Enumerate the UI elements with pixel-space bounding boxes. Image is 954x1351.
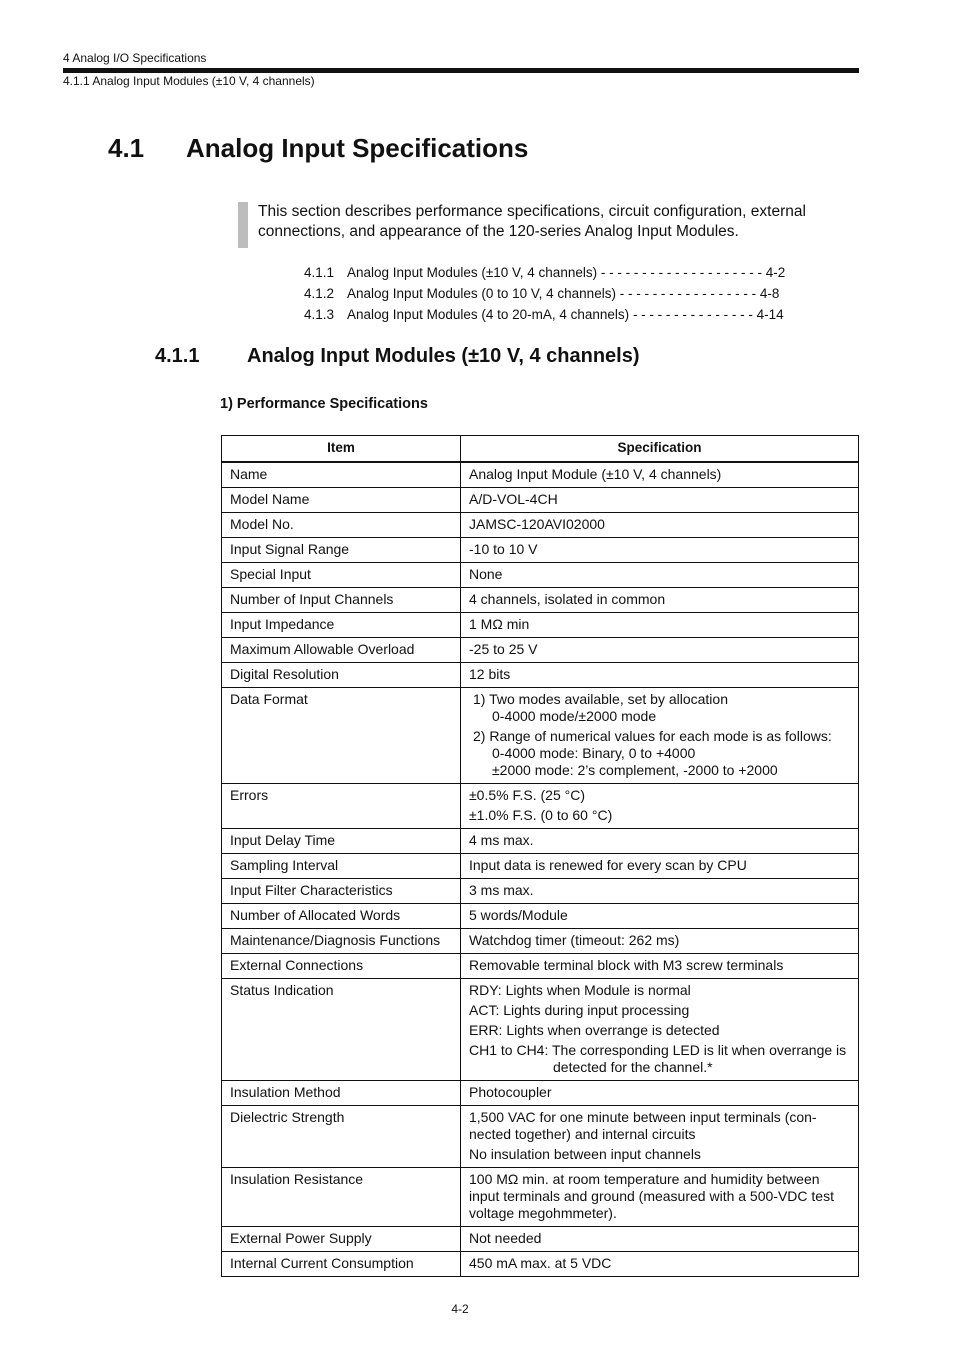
spec-cell: Analog Input Module (±10 V, 4 channels) [461,462,859,488]
table-header-row [222,436,859,463]
subsection-title: Analog Input Modules (±10 V, 4 channels) [247,345,640,367]
item-cell: Input Filter Characteristics [222,879,461,904]
header-rule [63,68,859,73]
table-row [222,929,859,954]
toc-entry-page: 4-14 [756,307,784,322]
table-row [222,829,859,854]
item-cell: Insulation Method [222,1081,461,1106]
spec-line: CH1 to CH4: The corresponding LED is lit when overrange is [469,1042,847,1058]
table-row [222,1081,859,1106]
item-cell: Maximum Allowable Overload [222,638,461,663]
item-cell: Digital Resolution [222,663,461,688]
spec-cell: -10 to 10 V [461,538,859,563]
spec-line: 0-4000 mode: Binary, 0 to +4000 [492,745,696,761]
toc-entry-title: Analog Input Modules (0 to 10 V, 4 channels) [347,286,616,301]
item-cell: Errors [222,784,461,829]
item-cell: Number of Allocated Words [222,904,461,929]
table-row [222,488,859,513]
section-number: 4.1 [108,133,145,163]
spec-line: ±0.5% F.S. (25 °C) [469,787,585,803]
spec-cell [461,688,859,784]
spec-cell: Watchdog timer (timeout: 262 ms) [461,929,859,954]
running-header-chapter: 4 Analog I/O Specifications [63,51,207,65]
table-row [222,563,859,588]
spec-cell: Not needed [461,1227,859,1252]
spec-cell: 3 ms max. [461,879,859,904]
table-row [222,462,859,488]
table-row [222,613,859,638]
spec-line: No insulation between input channels [469,1146,701,1162]
spec-cell: 4 channels, isolated in common [461,588,859,613]
toc-entry[interactable] [304,304,785,325]
table-row [222,979,859,1081]
spec-cell: 450 mA max. at 5 VDC [461,1252,859,1277]
spec-line: RDY: Lights when Module is normal [469,982,691,998]
spec-cell: 4 ms max. [461,829,859,854]
item-cell: Input Signal Range [222,538,461,563]
spec-line: voltage megohmmeter). [469,1205,617,1221]
toc-entry-leader: - - - - - - - - - - - - - - - [629,307,757,322]
spec-line: input terminals and ground (measured with a 500-VDC test [469,1188,834,1204]
item-cell: Model Name [222,488,461,513]
spec-line: 100 MΩ min. at room temperature and humidity between [469,1171,820,1187]
item-cell: Special Input [222,563,461,588]
table-row [222,784,859,829]
table-row [222,538,859,563]
table-row [222,1106,859,1168]
toc-entry-number: 4.1.1 [304,265,335,280]
performance-spec-table [221,435,859,1277]
table-row [222,879,859,904]
spec-line: 0-4000 mode/±2000 mode [492,708,657,724]
spec-cell: A/D-VOL-4CH [461,488,859,513]
spec-cell: -25 to 25 V [461,638,859,663]
column-header-specification: Specification [461,436,859,463]
item-cell: Model No. [222,513,461,538]
toc-entry-number: 4.1.2 [304,286,335,301]
item-cell: Name [222,462,461,488]
subsection-number: 4.1.1 [155,345,200,367]
spec-line: nected together) and internal circuits [469,1126,696,1142]
section-title: Analog Input Specifications [186,133,529,163]
item-cell: Internal Current Consumption [222,1252,461,1277]
table-row [222,663,859,688]
toc-entry-title: Analog Input Modules (4 to 20-mA, 4 channels) [347,307,630,322]
spec-cell: Removable terminal block with M3 screw terminals [461,954,859,979]
column-header-item: Item [222,436,461,463]
item-cell: Input Delay Time [222,829,461,854]
toc-entry-leader: - - - - - - - - - - - - - - - - - [615,286,760,301]
spec-line: ACT: Lights during input processing [469,1002,690,1018]
table-row [222,854,859,879]
spec-cell [461,1168,859,1227]
spec-cell: 5 words/Module [461,904,859,929]
spec-line: ERR: Lights when overrange is detected [469,1022,720,1038]
table-row [222,513,859,538]
toc-entry-title: Analog Input Modules (±10 V, 4 channels) [347,265,598,280]
spec-cell: 12 bits [461,663,859,688]
item-cell: Input Impedance [222,613,461,638]
spec-line: ±2000 mode: 2’s complement, -2000 to +2000 [492,762,778,778]
table-row [222,1227,859,1252]
item-cell: Insulation Resistance [222,1168,461,1227]
table-row [222,638,859,663]
subsection-heading [155,345,640,368]
spec-line: ±1.0% F.S. (0 to 60 °C) [469,807,613,823]
toc-entry[interactable] [304,262,785,283]
item-cell: External Connections [222,954,461,979]
item-cell: Data Format [222,688,461,784]
toc-entry-leader: - - - - - - - - - - - - - - - - - - - - [597,265,766,280]
table-row [222,904,859,929]
item-cell: Dielectric Strength [222,1106,461,1168]
item-cell: Sampling Interval [222,854,461,879]
table-row [222,688,859,784]
spec-cell: None [461,563,859,588]
item-cell: Status Indication [222,979,461,1081]
table-row [222,1168,859,1227]
toc-entry-page: 4-8 [759,286,780,301]
spec-line: 1,500 VAC for one minute between input terminals (con- [469,1109,817,1125]
item-cell: Maintenance/Diagnosis Functions [222,929,461,954]
spec-cell: JAMSC-120AVI02000 [461,513,859,538]
page-number: 4-2 [451,1302,469,1316]
spec-cell: Photocoupler [461,1081,859,1106]
item-cell: Number of Input Channels [222,588,461,613]
spec-cell [461,1106,859,1168]
running-header-section: 4.1.1 Analog Input Modules (±10 V, 4 channels) [63,74,315,88]
spec-cell: 1 MΩ min [461,613,859,638]
spec-cell [461,784,859,829]
table-row [222,954,859,979]
table-row [222,1252,859,1277]
section-toc [304,262,785,325]
item-cell: External Power Supply [222,1227,461,1252]
intro-paragraph: This section describes performance specifications, circuit configuration, external connections, and appearance of the 120-series Analog Input Modules. [258,203,806,240]
spec-cell: Input data is renewed for every scan by CPU [461,854,859,879]
table-row [222,588,859,613]
performance-spec-heading: 1) Performance Specifications [220,396,428,412]
spec-cell [461,979,859,1081]
section-heading [108,133,528,164]
spec-line: 2) Range of numerical values for each mode is as follows: [473,728,832,744]
toc-entry[interactable] [304,283,785,304]
toc-entry-page: 4-2 [765,265,786,280]
intro-margin-bar [238,202,248,248]
spec-line: detected for the channel.* [553,1059,713,1075]
spec-line: 1) Two modes available, set by allocation [473,691,728,707]
toc-entry-number: 4.1.3 [304,307,335,322]
